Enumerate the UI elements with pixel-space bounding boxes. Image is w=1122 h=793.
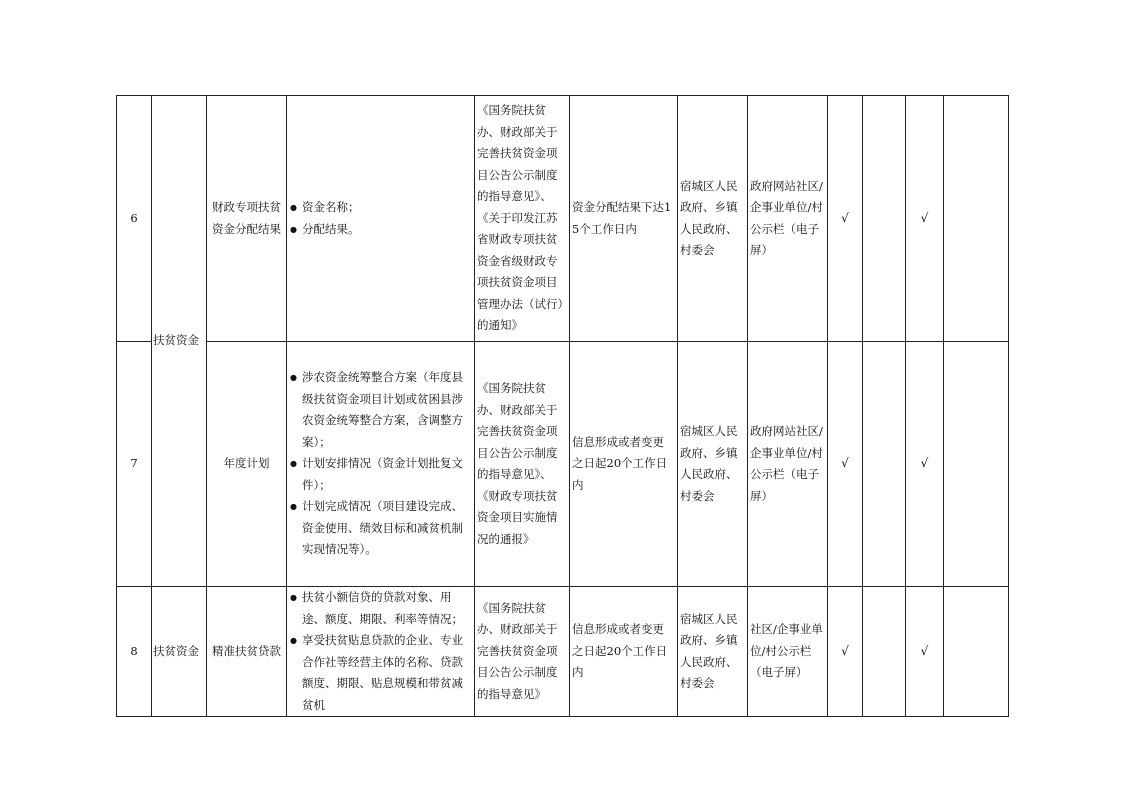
disclosure-table bbox=[116, 95, 1009, 717]
content-point: ● 享受扶贫贴息贷款的企业、专业合作社等经营主体的名称、贷款额度、期限、贴息规模和带贫减贫机 bbox=[289, 630, 472, 716]
empty-cell bbox=[944, 342, 1009, 587]
item-name: 财政专项扶贫资金分配结果 bbox=[207, 96, 287, 342]
check-mark: √ bbox=[828, 587, 863, 717]
empty-cell bbox=[944, 587, 1009, 717]
subject-cell: 宿城区人民政府、乡镇人民政府、村委会 bbox=[678, 96, 748, 342]
channel-cell: 政府网站社区/企事业单位/村公示栏（电子屏） bbox=[748, 96, 828, 342]
table-row bbox=[117, 96, 1009, 342]
table-row bbox=[117, 587, 1009, 717]
check-mark: √ bbox=[906, 342, 944, 587]
subject-cell: 宿城区人民政府、乡镇人民政府、村委会 bbox=[678, 342, 748, 587]
empty-cell bbox=[863, 587, 906, 717]
content-cell bbox=[287, 342, 475, 587]
period-cell: 资金分配结果下达15个工作日内 bbox=[570, 96, 678, 342]
empty-cell bbox=[944, 96, 1009, 342]
content-point: ● 扶贫小额信贷的贷款对象、用途、额度、期限、利率等情况； bbox=[289, 587, 472, 630]
check-mark: √ bbox=[828, 96, 863, 342]
content-cell bbox=[287, 587, 475, 717]
basis-cell: 《国务院扶贫办、财政部关于完善扶贫资金项目公告公示制度的指导意见》 bbox=[475, 587, 570, 717]
subject-cell: 宿城区人民政府、乡镇人民政府、村委会 bbox=[678, 587, 748, 717]
period-cell: 信息形成或者变更之日起20个工作日内 bbox=[570, 342, 678, 587]
category-cell: 扶贫资金 bbox=[152, 587, 207, 717]
content-point: ● 计划完成情况（项目建设完成、资金使用、绩效目标和减贫机制实现情况等）。 bbox=[289, 496, 472, 561]
channel-cell: 社区/企事业单位/村公示栏（电子屏） bbox=[748, 587, 828, 717]
content-point: ● 分配结果。 bbox=[289, 219, 472, 241]
empty-cell bbox=[863, 342, 906, 587]
channel-cell: 政府网站社区/企事业单位/村公示栏（电子屏） bbox=[748, 342, 828, 587]
check-mark: √ bbox=[906, 96, 944, 342]
empty-cell bbox=[863, 96, 906, 342]
table-row bbox=[117, 342, 1009, 587]
row-number: 7 bbox=[117, 342, 152, 587]
content-cell bbox=[287, 96, 475, 342]
content-point: ● 计划安排情况（资金计划批复文件）； bbox=[289, 453, 472, 496]
content-point: ● 资金名称； bbox=[289, 197, 472, 219]
item-name: 年度计划 bbox=[207, 342, 287, 587]
period-cell: 信息形成或者变更之日起20个工作日内 bbox=[570, 587, 678, 717]
row-number: 6 bbox=[117, 96, 152, 342]
content-point: ● 涉农资金统筹整合方案（年度县级扶贫资金项目计划或贫困县涉农资金统筹整合方案，含调整方案）； bbox=[289, 367, 472, 453]
category-cell: 扶贫资金 bbox=[152, 96, 207, 587]
check-mark: √ bbox=[828, 342, 863, 587]
item-name: 精准扶贫贷款 bbox=[207, 587, 287, 717]
basis-cell: 《国务院扶贫办、财政部关于完善扶贫资金项目公告公示制度的指导意见》、《关于印发江苏省财政专项扶贫资金省级财政专项扶贫资金项目管理办法（试行）的通知》 bbox=[475, 96, 570, 342]
basis-cell: 《国务院扶贫办、财政部关于完善扶贫资金项目公告公示制度的指导意见》、《财政专项扶贫资金项目实施情况的通报》 bbox=[475, 342, 570, 587]
check-mark: √ bbox=[906, 587, 944, 717]
row-number: 8 bbox=[117, 587, 152, 717]
